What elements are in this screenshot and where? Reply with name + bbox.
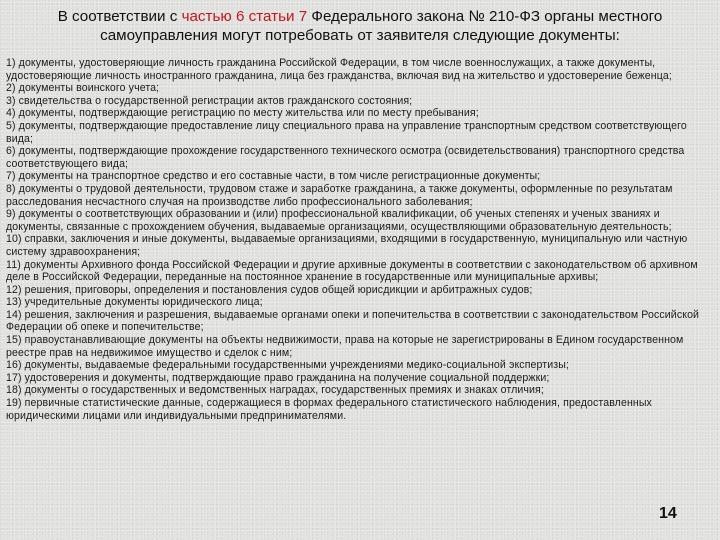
list-item: 2) документы воинского учета; <box>6 82 160 95</box>
list-item: 6) документы, подтверждающие прохождение государственного технического осмотра (освидетельствования) транспортного средства соответствующего вида; <box>6 145 685 170</box>
page-number: 14 <box>659 505 677 522</box>
list-item: 17) удостоверения и документы, подтверждающие право гражданина на получение социальной поддержки; <box>6 371 550 384</box>
list-item: 12) решения, приговоры, определения и постановления судов общей юрисдикции и арбитражных судов; <box>6 283 533 296</box>
list-item: 1) документы, удостоверяющие личность гражданина Российской Федерации, в том числе военнослужащих, а также документы, удостоверяющие личность иностранного гражданина, лица без гражданства, включая вид на жительство и удостоверение беженца; <box>6 57 672 82</box>
heading-text-end: Федерального закона № 210-ФЗ органы местного самоуправления могут потребовать от заявителя следующие документы: <box>100 8 663 44</box>
list-item: 18) документы о государственных и ведомственных наградах, государственных премиях и знаках отличия; <box>6 384 544 397</box>
slide-heading <box>20 7 700 45</box>
list-item: 14) решения, заключения и разрешения, выдаваемые органами опеки и попечительства в соответствии с законодательством Российской Федерации об опеке и попечительстве; <box>6 308 700 334</box>
list-item: 8) документы о трудовой деятельности, трудовом стаже и заработке гражданина, а также документы, оформленные по результатам расследования несчастного случая на производстве либо профессионального заболевания; <box>6 182 673 208</box>
heading-text-start: В соответствии с <box>57 8 182 25</box>
list-item: 11) документы Архивного фонда Российской Федерации и другие архивные документы в соответствии с законодательством об архивном деле в Российской Федерации, переданные на постоянное хранение в государственные или муниципальные архивы; <box>6 258 698 284</box>
list-item: 16) документы, выдаваемые федеральными государственными учреждениями медико-социальной экспертизы; <box>6 359 569 372</box>
list-item: 3) свидетельства о государственной регистрации актов гражданского состояния; <box>6 94 413 107</box>
law-part-link[interactable]: частью 6 статьи 7 <box>181 8 308 25</box>
list-item: 15) правоустанавливающие документы на объекты недвижимости, права на которые не зарегистрированы в Едином государственном реестре прав на недвижимое имущество и сделок с ним; <box>6 334 684 359</box>
list-item: 4) документы, подтверждающие регистрацию по месту жительства или по месту пребывания; <box>6 107 479 120</box>
list-item: 9) документы о соответствующих образовании и (или) профессиональной квалификации, об ученых степенях и ученых званиях и документы, связанные с прохождением обучения, выдаваемые организациями, осуществляющими образовательную деятельность; <box>6 208 672 233</box>
list-item: 13) учредительные документы юридического лица; <box>6 296 263 309</box>
list-item: 19) первичные статистические данные, содержащиеся в формах федерального статистического наблюдения, предоставленных юридическими лицами или индивидуальными предпринимателями. <box>6 397 652 422</box>
documents-list <box>6 57 714 422</box>
list-item: 5) документы, подтверждающие предоставление лицу специального права на управление транспортным средством соответствующего вида; <box>6 119 687 145</box>
list-item: 7) документы на транспортное средство и его составные части, в том числе регистрационные документы; <box>6 170 541 183</box>
list-item: 10) справки, заключения и иные документы, выдаваемые организациями, входящими в государственную, муниципальную или частную систему здравоохранения; <box>6 233 688 258</box>
